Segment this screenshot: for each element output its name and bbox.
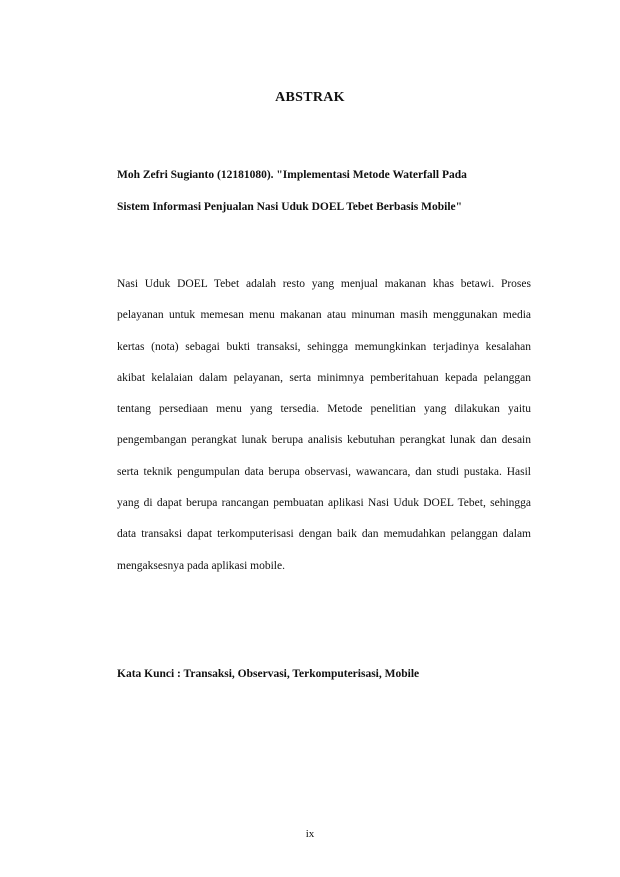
- page-number: ix: [305, 828, 315, 840]
- page-title: ABSTRAK: [275, 90, 345, 105]
- citation-line-1: Moh Zefri Sugianto (12181080). "Implementasi Metode Waterfall Pada: [117, 169, 467, 181]
- abstract-body: Nasi Uduk DOEL Tebet adalah resto yang menjual makanan khas betawi. Proses pelayanan untuk memesan menu makanan atau minuman masih menggunakan media kertas (nota) sebagai bukti transaksi, sehingga memungkinkan terjadinya kesalahan akibat kelalaian dalam pelayanan, serta minimnya pemberitahuan kepada pelanggan tentang persediaan menu yang tersedia. Metode penelitian yang dilakukan yaitu pengembangan perangkat lunak berupa analisis kebutuhan perangkat lunak dan desain serta teknik pengumpulan data berupa observasi, wawancara, dan studi pustaka. Hasil yang di dapat berupa rancangan pembuatan aplikasi Nasi Uduk DOEL Tebet, sehingga data transaksi dapat terkomputerisasi dengan baik dan memudahkan pelanggan dalam mengaksesnya pada aplikasi mobile.: [117, 278, 531, 572]
- citation-line-2: Sistem Informasi Penjualan Nasi Uduk DOEL Tebet Berbasis Mobile": [117, 201, 463, 213]
- keywords-line: Kata Kunci : Transaksi, Observasi, Terkomputerisasi, Mobile: [117, 668, 420, 680]
